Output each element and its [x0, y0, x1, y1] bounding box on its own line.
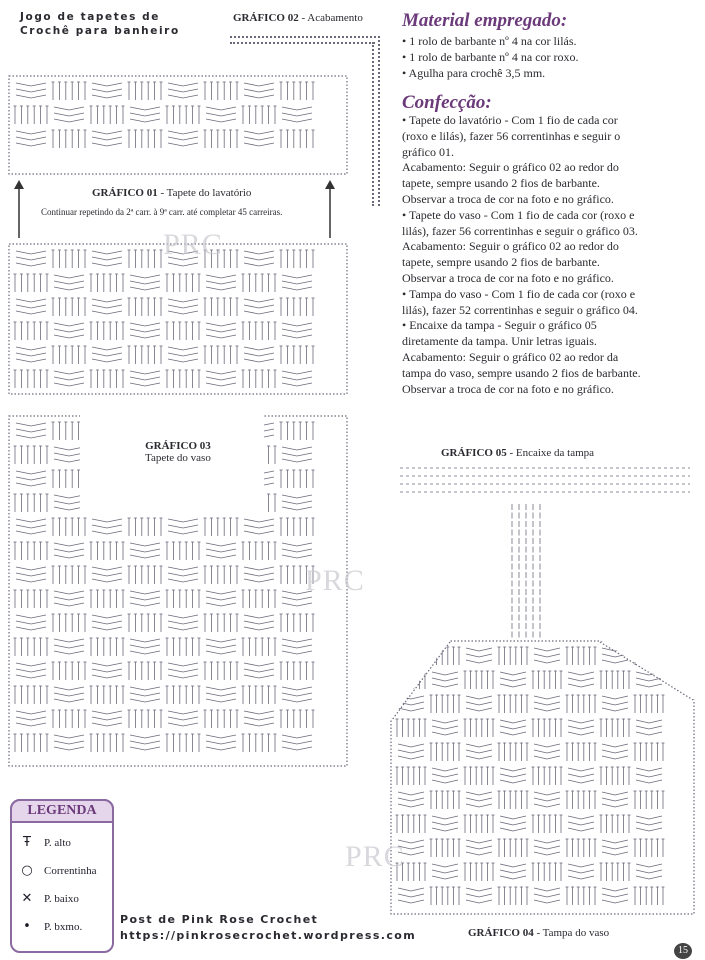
footer-url[interactable]: https://pinkrosecrochet.wordpress.com [120, 929, 417, 942]
p-baixo-symbol-icon: ✕ [21, 891, 33, 906]
chart-01-bottom-grid [8, 243, 348, 395]
confeccao-line: Acabamento: Seguir o gráfico 02 ao redor do [402, 160, 619, 175]
confeccao-line: tapete, sempre usando 2 fios de barbante. [402, 176, 600, 191]
chart-04-label: GRÁFICO 04 - Tampa do vaso [468, 927, 610, 939]
legend-box [10, 799, 114, 953]
legend-item-p-baixo: ✕ P. baixo [21, 891, 79, 906]
confeccao-line: Acabamento: Seguir o gráfico 02 ao redor do [402, 239, 619, 254]
chart-02-border-side [378, 36, 380, 206]
material-list: • 1 rolo de barbante nº 4 na cor lilás. • 1 rolo de barbante nº 4 na cor roxo. • Agulha para crochê 3,5 mm. [402, 34, 579, 80]
chart-02-label: GRÁFICO 02 - Acabamento [233, 12, 363, 24]
left-arrow-icon [12, 180, 26, 240]
chart-01-top-grid [8, 75, 348, 175]
chart-05-label: GRÁFICO 05 - Encaixe da tampa [441, 447, 595, 459]
page-series-title: Jogo de tapetes de Crochê para banheiro [20, 11, 180, 37]
footer-credit: Post de Pink Rose Crochet [120, 913, 319, 926]
confeccao-line: Observar a troca de cor na foto e no gráfico. [402, 381, 614, 396]
crochet-pattern [9, 76, 347, 174]
confeccao-line: tampa do vaso, sempre usando 2 fios de barbante. [402, 365, 641, 380]
confeccao-line: Acabamento: Seguir o gráfico 02 ao redor da [402, 349, 619, 364]
chart-02-border-top [230, 36, 380, 38]
chart-05-grid [396, 462, 696, 502]
chart-01-label: GRÁFICO 01 - Tapete do lavatório [92, 187, 252, 199]
chart-05-stem-grid [508, 500, 544, 642]
confeccao-line: Observar a troca de cor na foto e no gráfico. [402, 270, 614, 285]
page-number: 15 [674, 943, 692, 959]
chart-01-note: Continuar repetindo da 2ª carr. à 9ª carr. até completar 45 carreiras. [41, 207, 283, 217]
confeccao-line: • Tapete do lavatório - Com 1 fio de cada cor [402, 113, 618, 127]
confeccao-line: lilás), fazer 52 correntinhas e seguir o gráfico 04. [402, 302, 638, 317]
chart-04-grid [390, 640, 695, 915]
chart-02-border-side-inner [372, 42, 374, 206]
legend-item-correntinha: ○ Correntinha [21, 863, 97, 878]
confeccao-line: • Encaixe da tampa - Seguir o gráfico 05 [402, 318, 597, 333]
correntinha-symbol-icon: ○ [21, 863, 33, 878]
right-arrow-icon [323, 180, 337, 240]
crochet-pattern [9, 244, 347, 394]
confeccao-line: (roxo e lilás), fazer 56 correntinhas e seguir o [402, 128, 621, 143]
chart-02-border-top-inner [230, 42, 375, 44]
legend-title: LEGENDA [10, 799, 114, 823]
confeccao-line: lilás), fazer 56 correntinhas e seguir o gráfico 03. [402, 223, 638, 238]
p-alto-symbol-icon: Ŧ [23, 835, 31, 850]
watermark-1: PRC [163, 228, 223, 261]
confeccao-heading: Confecção: [402, 92, 492, 113]
chart-03-label: GRÁFICO 03 Tapete do vaso [145, 440, 211, 464]
confeccao-line: tapete, sempre usando 2 fios de barbante. [402, 255, 600, 270]
watermark-2: PRC [305, 564, 365, 597]
confeccao-line: Observar a troca de cor na foto e no gráfico. [402, 191, 614, 206]
crochet-pattern [391, 641, 694, 914]
legend-item-p-alto: Ŧ P. alto [20, 835, 71, 850]
confeccao-line: diretamente da tampa. Unir letras iguais. [402, 334, 597, 349]
confeccao-text [402, 113, 641, 397]
material-heading: Material empregado: [402, 10, 568, 31]
watermark-3: PRC [345, 840, 405, 873]
legend-item-p-bxmo: • P. bxmo. [20, 919, 82, 934]
p-bxmo-symbol-icon: • [23, 919, 31, 934]
confeccao-line: gráfico 01. [402, 144, 454, 159]
confeccao-line: • Tampa do vaso - Com 1 fio de cada cor (roxo e [402, 286, 636, 301]
confeccao-line: • Tapete do vaso - Com 1 fio de cada cor (roxo e [402, 207, 635, 222]
